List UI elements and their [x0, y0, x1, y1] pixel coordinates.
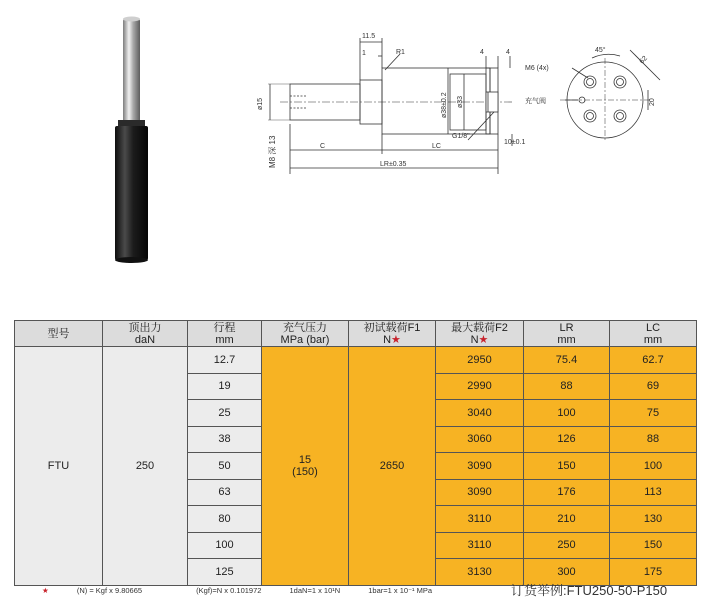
cell-max-load: 2990: [436, 373, 524, 400]
cell-lc: 88: [610, 426, 697, 453]
cell-stroke: 50: [188, 453, 262, 480]
cell-stroke: 100: [188, 532, 262, 559]
dim-c: C: [320, 143, 326, 150]
cell-lc: 150: [610, 532, 697, 559]
cell-stroke: 80: [188, 506, 262, 533]
cell-stroke: 63: [188, 479, 262, 506]
dim-20: 20: [649, 98, 656, 106]
cell-max-load: 3110: [436, 506, 524, 533]
col-stroke: 行程 mm: [188, 321, 262, 347]
table-row: [15, 347, 697, 374]
cell-lc: 75: [610, 400, 697, 427]
dim-10: 10±0.1: [504, 139, 526, 146]
spec-table: [14, 320, 697, 586]
cell-max-load: 3060: [436, 426, 524, 453]
end-view-drawing: [520, 40, 705, 150]
cell-lr: 300: [524, 559, 610, 586]
cell-lr: 88: [524, 373, 610, 400]
dim-lr: LR±0.35: [380, 161, 407, 168]
cell-stroke: 125: [188, 559, 262, 586]
cell-lr: 210: [524, 506, 610, 533]
angle-45: 45°: [595, 47, 606, 54]
cell-pressure: 15 (150): [262, 347, 349, 586]
cell-max-load: 3110: [436, 532, 524, 559]
col-model: 型号: [15, 321, 103, 347]
cell-stroke: 12.7: [188, 347, 262, 374]
col-lc: LC mm: [610, 321, 697, 347]
cell-lr: 250: [524, 532, 610, 559]
cell-lc: 130: [610, 506, 697, 533]
col-initial-load: 初试载荷F1 N★: [349, 321, 436, 347]
star-icon: ★: [42, 586, 49, 595]
dim-4b: 4: [506, 49, 510, 56]
cell-lr: 176: [524, 479, 610, 506]
cell-lc: 113: [610, 479, 697, 506]
footnote-dan: 1daN=1 x 10¹N: [289, 586, 341, 595]
dia-15: ø15: [257, 97, 264, 110]
side-view-drawing: [250, 28, 535, 178]
col-force: 顶出力 daN: [103, 321, 188, 347]
dim-1: 1: [362, 50, 366, 57]
cell-lr: 100: [524, 400, 610, 427]
cell-stroke: 38: [188, 426, 262, 453]
table-header-row: [15, 321, 697, 347]
cell-model: FTU: [15, 347, 103, 586]
footnote-n-kgf: (N) = Kgf x 9.80665: [76, 586, 143, 595]
cell-stroke: 19: [188, 373, 262, 400]
cell-max-load: 3040: [436, 400, 524, 427]
star-icon: ★: [478, 333, 489, 346]
cell-max-load: 3130: [436, 559, 524, 586]
col-pressure: 充气压力 MPa (bar): [262, 321, 349, 347]
cell-max-load: 3090: [436, 453, 524, 480]
cell-max-load: 2950: [436, 347, 524, 374]
thread-m8: M8 深 13: [268, 135, 277, 168]
dia-33: ø33: [457, 95, 464, 108]
cell-lc: 69: [610, 373, 697, 400]
cell-lr: 150: [524, 453, 610, 480]
cell-lr: 75.4: [524, 347, 610, 374]
dim-62: 62: [638, 54, 649, 66]
dia-38: ø38±0.2: [441, 92, 448, 118]
dim-lc: LC: [432, 143, 441, 150]
cell-max-load: 3090: [436, 479, 524, 506]
cell-force: 250: [103, 347, 188, 586]
radius-r1: R1: [396, 49, 405, 56]
footnote-kgf-n: (Kgf)=N x 0.101972: [196, 586, 262, 595]
unit-footnote: [42, 586, 458, 595]
col-max-load: 最大载荷F2 N★: [436, 321, 524, 347]
star-icon: ★: [391, 333, 401, 346]
cell-initial-load: 2650: [349, 347, 436, 586]
cell-lc: 100: [610, 453, 697, 480]
cell-lc: 62.7: [610, 347, 697, 374]
cell-lc: 175: [610, 559, 697, 586]
dim-11-5: 11.5: [362, 33, 376, 40]
order-example: 订货举例:FTU250-50-P150: [511, 583, 668, 598]
dim-4a: 4: [480, 49, 484, 56]
col-lr: LR mm: [524, 321, 610, 347]
m6-label: M6 (4x): [525, 65, 549, 72]
valve-label: 充气阀: [525, 98, 546, 105]
thread-g18: G1/8": [452, 133, 470, 140]
cell-lr: 126: [524, 426, 610, 453]
cell-stroke: 25: [188, 400, 262, 427]
footnote-bar: 1bar=1 x 10⁻¹ MPa: [368, 586, 433, 595]
gas-spring-photo: [100, 14, 170, 264]
